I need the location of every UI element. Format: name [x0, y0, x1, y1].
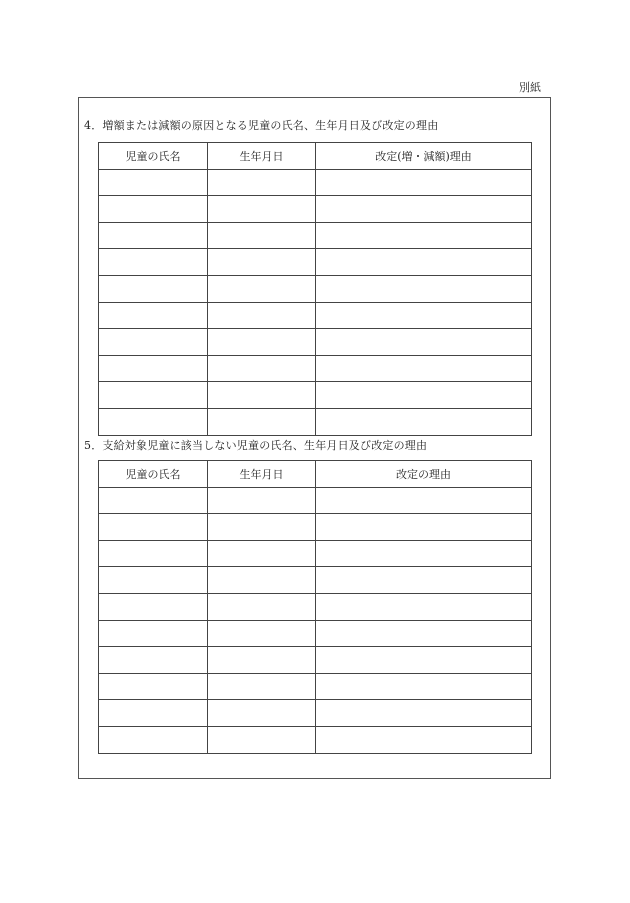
table-row — [99, 567, 532, 594]
birth-date-cell[interactable] — [208, 329, 316, 356]
reason-cell[interactable] — [316, 169, 532, 196]
child-name-cell[interactable] — [99, 540, 208, 567]
column-header-reason: 改定の理由 — [316, 461, 532, 488]
child-name-cell[interactable] — [99, 567, 208, 594]
reason-cell[interactable] — [316, 249, 532, 276]
child-name-cell[interactable] — [99, 620, 208, 647]
reason-cell[interactable] — [316, 222, 532, 249]
child-name-cell[interactable] — [99, 169, 208, 196]
table-row — [99, 593, 532, 620]
child-name-cell[interactable] — [99, 355, 208, 382]
birth-date-cell[interactable] — [208, 382, 316, 409]
column-header-child-name: 児童の氏名 — [99, 143, 208, 170]
birth-date-cell[interactable] — [208, 726, 316, 753]
table-row — [99, 382, 532, 409]
table-header-row — [99, 143, 532, 170]
birth-date-cell[interactable] — [208, 567, 316, 594]
section-5-rows — [99, 487, 532, 753]
section-4-table — [98, 142, 532, 436]
birth-date-cell[interactable] — [208, 275, 316, 302]
child-name-cell[interactable] — [99, 382, 208, 409]
birth-date-cell[interactable] — [208, 169, 316, 196]
child-name-cell[interactable] — [99, 249, 208, 276]
table-row — [99, 620, 532, 647]
table-row — [99, 196, 532, 223]
table-row — [99, 355, 532, 382]
reason-cell[interactable] — [316, 355, 532, 382]
child-name-cell[interactable] — [99, 593, 208, 620]
child-name-cell[interactable] — [99, 196, 208, 223]
table-row — [99, 222, 532, 249]
table-row — [99, 700, 532, 727]
reason-cell[interactable] — [316, 329, 532, 356]
reason-cell[interactable] — [316, 196, 532, 223]
table-row — [99, 275, 532, 302]
table-row — [99, 726, 532, 753]
table-row — [99, 540, 532, 567]
reason-cell[interactable] — [316, 700, 532, 727]
reason-cell[interactable] — [316, 620, 532, 647]
birth-date-cell[interactable] — [208, 673, 316, 700]
birth-date-cell[interactable] — [208, 249, 316, 276]
child-name-cell[interactable] — [99, 408, 208, 435]
page-label: 別紙 — [519, 81, 541, 94]
reason-cell[interactable] — [316, 647, 532, 674]
child-name-cell[interactable] — [99, 647, 208, 674]
table-row — [99, 487, 532, 514]
birth-date-cell[interactable] — [208, 355, 316, 382]
reason-cell[interactable] — [316, 567, 532, 594]
birth-date-cell[interactable] — [208, 487, 316, 514]
reason-cell[interactable] — [316, 408, 532, 435]
section-5-table — [98, 460, 532, 754]
table-header-row — [99, 461, 532, 488]
child-name-cell[interactable] — [99, 514, 208, 541]
child-name-cell[interactable] — [99, 673, 208, 700]
reason-cell[interactable] — [316, 514, 532, 541]
reason-cell[interactable] — [316, 540, 532, 567]
section-5-heading: 5．支給対象児童に該当しない児童の氏名、生年月日及び改定の理由 — [84, 439, 428, 452]
table-row — [99, 647, 532, 674]
reason-cell[interactable] — [316, 487, 532, 514]
birth-date-cell[interactable] — [208, 647, 316, 674]
birth-date-cell[interactable] — [208, 700, 316, 727]
table-row — [99, 514, 532, 541]
reason-cell[interactable] — [316, 275, 532, 302]
birth-date-cell[interactable] — [208, 593, 316, 620]
birth-date-cell[interactable] — [208, 514, 316, 541]
table-row — [99, 329, 532, 356]
child-name-cell[interactable] — [99, 700, 208, 727]
table-row — [99, 302, 532, 329]
reason-cell[interactable] — [316, 593, 532, 620]
birth-date-cell[interactable] — [208, 540, 316, 567]
reason-cell[interactable] — [316, 382, 532, 409]
child-name-cell[interactable] — [99, 487, 208, 514]
birth-date-cell[interactable] — [208, 222, 316, 249]
birth-date-cell[interactable] — [208, 408, 316, 435]
reason-cell[interactable] — [316, 726, 532, 753]
child-name-cell[interactable] — [99, 302, 208, 329]
birth-date-cell[interactable] — [208, 302, 316, 329]
birth-date-cell[interactable] — [208, 196, 316, 223]
section-4-heading: 4．増額または減額の原因となる児童の氏名、生年月日及び改定の理由 — [84, 119, 439, 132]
child-name-cell[interactable] — [99, 726, 208, 753]
table-row — [99, 673, 532, 700]
table-row — [99, 408, 532, 435]
child-name-cell[interactable] — [99, 275, 208, 302]
section-4-rows — [99, 169, 532, 435]
reason-cell[interactable] — [316, 302, 532, 329]
table-row — [99, 169, 532, 196]
column-header-birth-date: 生年月日 — [208, 143, 316, 170]
column-header-child-name: 児童の氏名 — [99, 461, 208, 488]
reason-cell[interactable] — [316, 673, 532, 700]
column-header-reason: 改定(増・減額)理由 — [316, 143, 532, 170]
child-name-cell[interactable] — [99, 329, 208, 356]
child-name-cell[interactable] — [99, 222, 208, 249]
birth-date-cell[interactable] — [208, 620, 316, 647]
column-header-birth-date: 生年月日 — [208, 461, 316, 488]
table-row — [99, 249, 532, 276]
